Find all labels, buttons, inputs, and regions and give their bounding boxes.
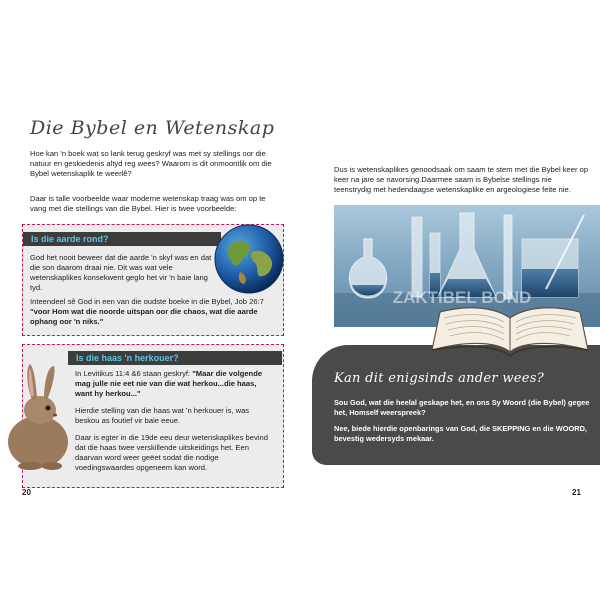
earth-round-paragraph-1: God het nooit beweer dat die aarde 'n skyf was en dat die son daarom draai nie. Dit was wat vele wetenskaplikes konsekwent geglo het vir 'n baie lang tyd. <box>30 253 212 292</box>
hare-paragraph-3: Daar is egter in die 19de eeu deur wetenskaplikes bevind dat die haas twee verskillende uitskeidings het. Een daarvan word weer geëet sodat die nodige voedingswaardes opgeneem kan word. <box>75 433 268 472</box>
earth-round-heading: Is die aarde rond? <box>23 232 221 246</box>
earth-round-paragraph-2 <box>30 297 275 327</box>
hare-paragraph-2: Hierdie stelling van die haas wat 'n herkouer is, was beskou as foutief vir baie eeue. <box>75 406 250 425</box>
page-title: Die Bybel en Wetenskap <box>30 117 275 139</box>
open-bible-image <box>428 306 592 358</box>
page-number-right: 21 <box>572 488 581 497</box>
job-reference-text: Inteendeel sê God in een van die oudste boeke in die Bybel, Job 26:7 <box>30 297 264 306</box>
panel-paragraph-2: Nee, biede hierdie openbarings van God, die SKEPPING en die WOORD, bevestig wedersyds mekaar. <box>334 424 587 443</box>
rabbit-image <box>0 362 72 472</box>
leviticus-quote: "Maar die volgende mag julle nie eet nie van die wat herkou...die haas, want hy herkou..." <box>75 369 263 398</box>
panel-paragraph-1: Sou God, wat die heelal geskape het, en ons Sy Woord (die Bybel) gegee het, Homself weerspreek? <box>334 398 590 417</box>
intro-paragraph-2: Daar is talle voorbeelde waar moderne wetenskap traag was om op te vang met die stellings van die Bybel. Hier is twee voorbeelde: <box>30 194 266 213</box>
watermark-text: ZAKTIBEL BOND <box>392 288 532 307</box>
job-quote: "voor Hom wat die noorde uitspan oor die chaos, wat die aarde ophang oor 'n niks." <box>30 307 258 326</box>
hare-heading: Is die haas 'n herkouer? <box>68 351 282 365</box>
earth-globe-image <box>212 222 286 296</box>
right-intro-paragraph: Dus is wetenskaplikes genoodsaak om saam te stem met die Bybel keer op keer na jare se navorsing.Daarmee saam is Bybelse stellings nie teenstrydig met hedendaagse wetenskaplike en argeologiese feite nie. <box>334 165 589 194</box>
page-number-left: 20 <box>22 488 31 497</box>
question-title: Kan dit enigsinds ander wees? <box>334 371 545 386</box>
leviticus-reference-text: In Levitikus 11:4 &6 staan geskryf: <box>75 369 193 378</box>
hare-paragraph-1 <box>75 369 275 399</box>
intro-paragraph-1: Hoe kan 'n boek wat so lank terug geskryf was met sy stellings oor die natuur en geskiedenis altyd reg wees? Waarom is dit onmoontlik om die Bybel wetenskaplik te weerlê? <box>30 149 272 178</box>
